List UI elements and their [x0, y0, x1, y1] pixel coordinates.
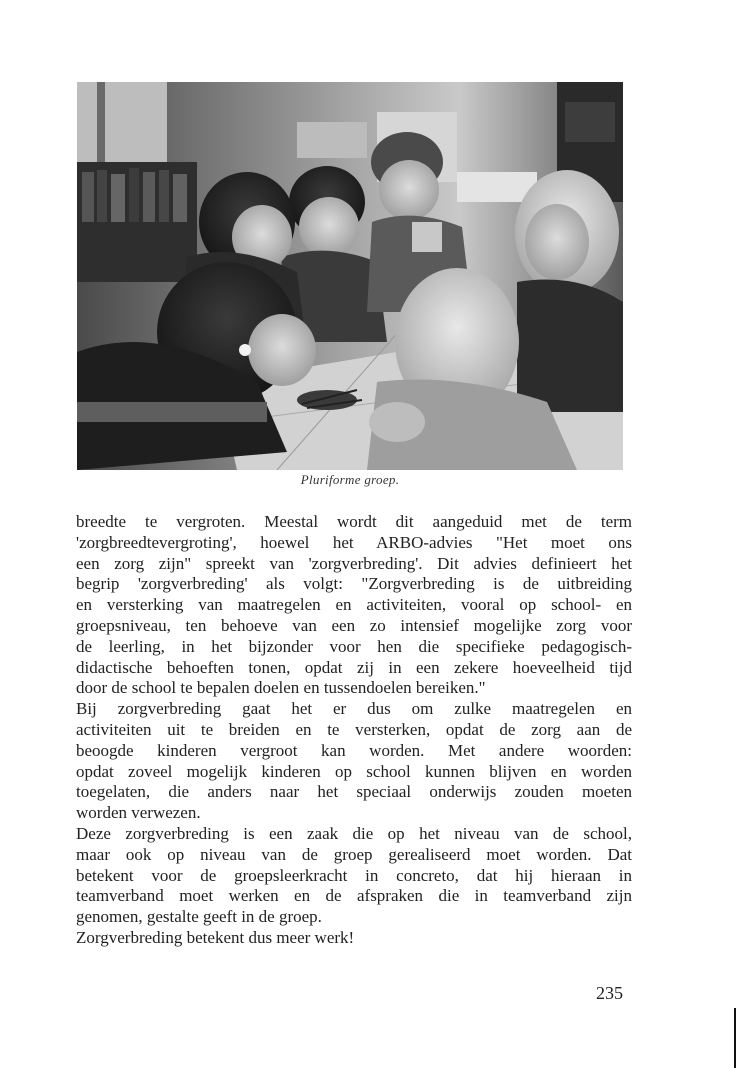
text-line: de leerling, in het bijzonder voor hen die specifieke pedagogisch- — [76, 636, 632, 656]
text-line: en versterking van maatregelen en activiteiten, vooral op school- en — [76, 595, 632, 615]
text-line: breedte te vergroten. Meestal wordt dit aangeduid met de term — [76, 512, 632, 531]
text-line: activiteiten uit te breiden en te versterken, opdat de zorg aan de — [76, 719, 632, 739]
text-line: groepsniveau, ten behoeve van een zo intensief mogelijke zorg voor — [76, 615, 632, 635]
text-line: door de school te bepalen doelen en tussendoelen bereiken." — [76, 678, 486, 698]
text-line: 'zorgbreedtevergroting', hoewel het ARBO-advies "Het moet ons — [76, 532, 632, 552]
text-line: maar ook op niveau van de groep gerealiseerd moet worden. Dat — [76, 844, 632, 864]
text-line: worden verwezen. — [76, 803, 201, 823]
text-line: Zorgverbreding betekent dus meer werk! — [76, 927, 355, 947]
page-number: 235 — [596, 983, 623, 1003]
photo-children-group-icon — [77, 82, 623, 470]
text-line: beoogde kinderen vergroot kan worden. Met andere woorden: — [76, 740, 632, 760]
text-line: betekent voor de groepsleerkracht in concreto, dat hij hieraan in — [76, 865, 632, 885]
photo-children-group — [77, 82, 623, 470]
text-line: Deze zorgverbreding is een zaak die op het niveau van de school, — [76, 823, 632, 843]
text-line: teamverband moet werken en de afspraken die in teamverband zijn — [76, 886, 632, 906]
page-edge-line — [734, 1008, 736, 1068]
text-line: opdat zoveel mogelijk kinderen op school kunnen blijven en worden — [76, 761, 632, 781]
text-line: een zorg zijn" spreekt van 'zorgverbreding'. Dit advies definieert het — [76, 553, 632, 573]
figure-caption: Pluriforme groep. — [300, 472, 400, 487]
text-line: begrip 'zorgverbreding' als volgt: "Zorgverbreding is de uitbreiding — [76, 574, 632, 594]
text-line: toegelaten, die anders naar het speciaal onderwijs zouden moeten — [76, 782, 632, 802]
body-text — [76, 512, 632, 949]
text-line: didactische behoeften tonen, opdat zij in een zekere hoeveelheid tijd — [76, 657, 632, 677]
text-line: Bij zorgverbreding gaat het er dus om zulke maatregelen en — [76, 699, 632, 719]
text-line: genomen, gestalte geeft in de groep. — [76, 907, 322, 927]
